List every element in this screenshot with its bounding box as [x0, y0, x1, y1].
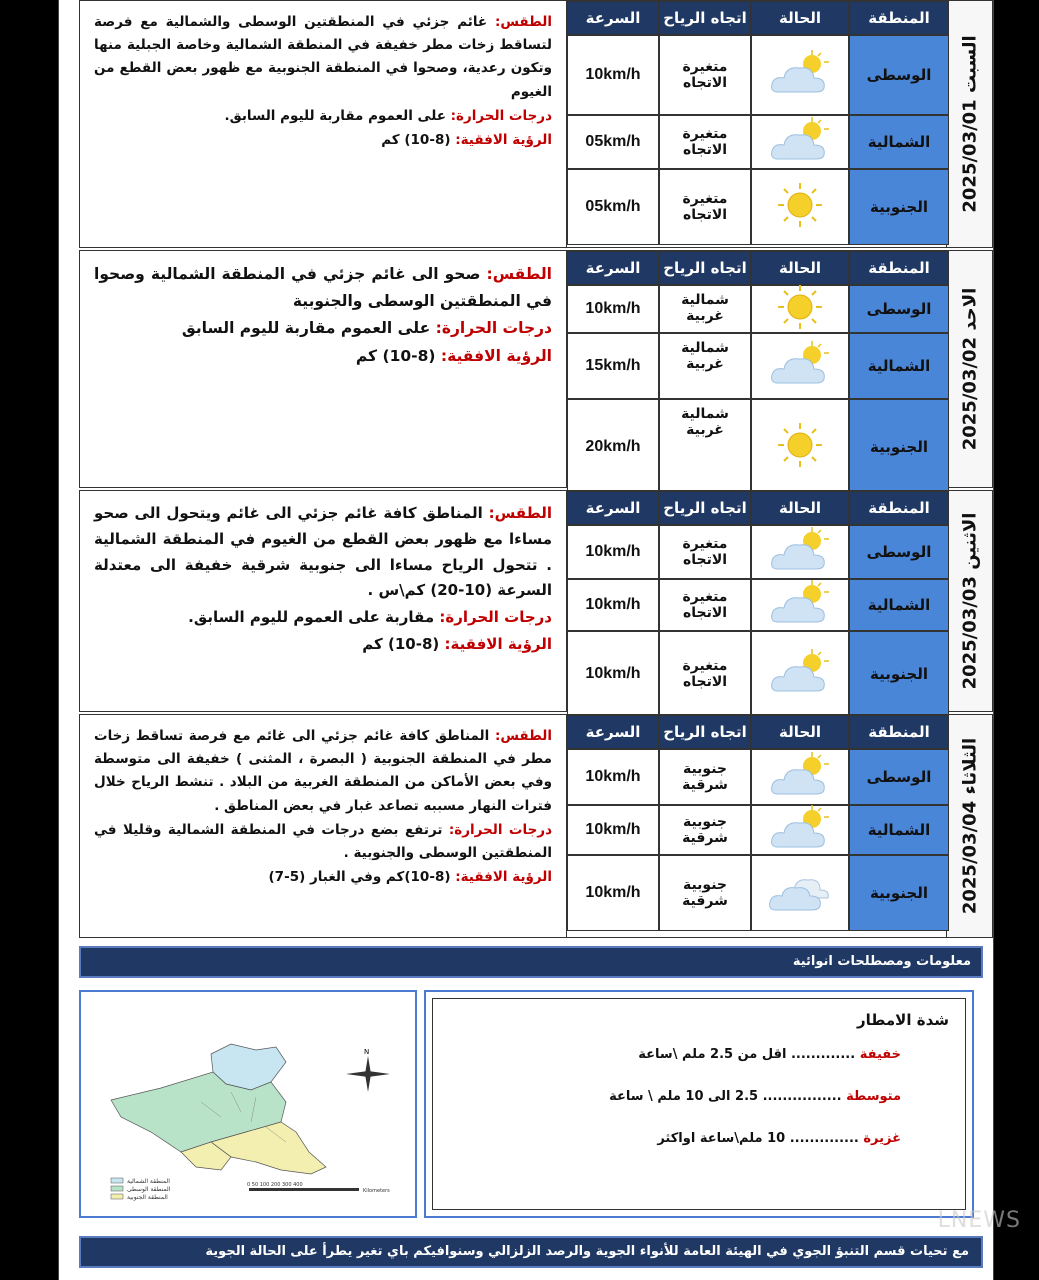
speed-cell: 10km/h — [567, 805, 659, 855]
sunny-icon — [772, 283, 828, 335]
state-cell — [751, 115, 849, 169]
wind-direction-cell: متغيرة الاتجاه — [659, 579, 751, 631]
visibility-text-value: (8-10) كم — [355, 346, 436, 365]
temperature-text — [94, 605, 552, 631]
state-cell — [751, 855, 849, 931]
date-column — [946, 715, 992, 937]
speed-cell: 15km/h — [567, 333, 659, 399]
day-block — [79, 0, 993, 248]
region-cell: الوسطى — [849, 749, 949, 805]
region-cell: الجنوبية — [849, 631, 949, 717]
weather-text-value: المناطق كافة غائم جزئي الى غائم مع فرصة تساقط زخات مطر في المنطقة الجنوبية ( البصرة ، المثنى ) خفيفة الى متوسطة وفي بعض الأماكن من المنطقة الغربية من البلاد . تنشط الرياح خلال فترات النهار مسببه تصاعد غبار في بعض المناطق . — [94, 728, 552, 814]
forecast-table — [567, 491, 948, 711]
day-date: السبت 2025/03/01 — [959, 35, 980, 213]
header-wind-direction: اتجاه الرياح — [659, 715, 751, 749]
header-state: الحالة — [751, 251, 849, 285]
temperature-text-label: درجات الحرارة: — [448, 821, 552, 838]
speed-cell: 10km/h — [567, 631, 659, 717]
state-cell — [751, 285, 849, 333]
visibility-text-value: (8-10) كم — [381, 132, 451, 149]
day-block — [79, 714, 993, 938]
wind-direction-cell: شمالية غربية — [659, 333, 751, 399]
legend-south: المنطقة الجنوبية — [127, 1194, 168, 1201]
forecast-description — [80, 715, 567, 937]
header-wind-direction: اتجاه الرياح — [659, 1, 751, 35]
weather-text-label: الطقس: — [494, 14, 552, 30]
speed-cell: 10km/h — [567, 749, 659, 805]
speed-cell: 05km/h — [567, 115, 659, 169]
temperature-text — [94, 315, 552, 342]
day-block — [79, 250, 993, 488]
partly-cloudy-icon — [768, 525, 832, 579]
map-graphic — [81, 992, 415, 1216]
temperature-text — [94, 819, 552, 865]
header-wind-direction: اتجاه الرياح — [659, 251, 751, 285]
info-bar: معلومات ومصطلحات انوائية — [79, 946, 983, 978]
forecast-description — [80, 251, 567, 487]
weather-text-value: صحو الى غائم جزئي في المنطقة الشمالية وصحوا في المنطقتين الوسطى والجنوبية — [94, 265, 552, 310]
state-cell — [751, 805, 849, 855]
region-cell: الوسطى — [849, 285, 949, 333]
visibility-text — [94, 129, 552, 152]
temperature-text-value: على العموم مقاربة لليوم السابق — [181, 319, 431, 338]
wind-direction-cell: جنوبية شرقية — [659, 855, 751, 931]
visibility-text — [94, 866, 552, 889]
region-cell: الوسطى — [849, 525, 949, 579]
region-cell: الجنوبية — [849, 855, 949, 931]
speed-cell: 10km/h — [567, 35, 659, 115]
iraq-zones-map — [79, 990, 417, 1218]
speed-cell: 10km/h — [567, 855, 659, 931]
date-column — [946, 491, 992, 711]
wind-direction-cell: جنوبية شرقية — [659, 805, 751, 855]
wind-direction-cell: متغيرة الاتجاه — [659, 169, 751, 245]
rain-row-light: خفيفة ............. اقل من 2.5 ملم \ساعة — [638, 1047, 901, 1062]
legend-north: المنطقة الشمالية — [127, 1178, 170, 1185]
region-cell: الشمالية — [849, 333, 949, 399]
region-cell: الشمالية — [849, 579, 949, 631]
visibility-text-label: الرؤية الافقية: — [455, 869, 552, 886]
partly-cloudy-icon — [768, 647, 832, 701]
forecast-description — [80, 491, 567, 711]
header-region: المنطقة — [849, 1, 949, 35]
visibility-text-value: (8-10)كم وفي الغبار (5-7) — [268, 869, 451, 886]
header-region: المنطقة — [849, 251, 949, 285]
footer-bar: مع تحيات قسم التنبؤ الجوي في الهيئة العامة للأنواء الجوية والرصد الزلزالي وسنوافيكم باي تغير يطرأ على الحالة الجوية — [79, 1236, 983, 1268]
rain-row-medium: متوسطة ................ 2.5 الى 10 ملم \ ساعة — [609, 1089, 901, 1104]
header-region: المنطقة — [849, 715, 949, 749]
partly-cloudy-icon — [768, 48, 832, 102]
wind-direction-cell: متغيرة الاتجاه — [659, 35, 751, 115]
header-speed: السرعة — [567, 251, 659, 285]
state-cell — [751, 525, 849, 579]
visibility-text — [94, 343, 552, 370]
temperature-text-label: درجات الحرارة: — [435, 319, 552, 338]
watermark: LNEWS — [937, 1208, 1021, 1233]
header-state: الحالة — [751, 1, 849, 35]
wind-direction-cell: متغيرة الاتجاه — [659, 115, 751, 169]
day-block — [79, 490, 993, 712]
weather-text-value: غائم جزئي في المنطقتين الوسطى والشمالية مع فرصة لتساقط زخات مطر خفيفة في المنطقة الشمالية وخاصة الجبلية منها وتكون رعدية، وصحوا في المنطقة الجنوبية مع ظهور بعض القطع من الغيوم — [94, 14, 552, 100]
header-state: الحالة — [751, 715, 849, 749]
partly-cloudy-icon — [768, 750, 832, 804]
date-column — [946, 251, 992, 487]
forecast-table — [567, 251, 948, 487]
region-cell: الجنوبية — [849, 169, 949, 245]
weather-text — [94, 501, 552, 604]
region-cell: الشمالية — [849, 115, 949, 169]
state-cell — [751, 333, 849, 399]
partly-cloudy-icon — [768, 339, 832, 393]
visibility-text-label: الرؤية الافقية: — [440, 346, 552, 365]
header-wind-direction: اتجاه الرياح — [659, 491, 751, 525]
speed-cell: 20km/h — [567, 399, 659, 495]
region-cell: الجنوبية — [849, 399, 949, 495]
weather-text-label: الطقس: — [486, 265, 552, 283]
date-column — [946, 1, 992, 247]
weather-text-label: الطقس: — [488, 504, 552, 522]
partly-cloudy-icon — [768, 578, 832, 632]
state-cell — [751, 631, 849, 717]
header-speed: السرعة — [567, 491, 659, 525]
weather-text — [94, 11, 552, 104]
state-cell — [751, 35, 849, 115]
partly-cloudy-icon — [768, 803, 832, 857]
sunny-icon — [772, 181, 828, 233]
rain-intensity-box — [424, 990, 974, 1218]
header-state: الحالة — [751, 491, 849, 525]
cloudy-icon — [768, 866, 832, 920]
forecast-table — [567, 715, 948, 937]
bulletin-page — [58, 0, 994, 1280]
temperature-text-value: ترتفع بضع درجات في المنطقة الشمالية وقليلا في المنطقتين الوسطى والجنوبية . — [94, 821, 552, 862]
wind-direction-cell: شمالية غربية — [659, 285, 751, 333]
forecast-description — [80, 1, 567, 247]
compass-icon — [346, 1048, 390, 1092]
state-cell — [751, 169, 849, 245]
weather-text — [94, 261, 552, 314]
wind-direction-cell: جنوبية شرقية — [659, 749, 751, 805]
state-cell — [751, 579, 849, 631]
region-cell: الشمالية — [849, 805, 949, 855]
wind-direction-cell: متغيرة الاتجاه — [659, 525, 751, 579]
speed-cell: 10km/h — [567, 579, 659, 631]
day-date: الثلاثاء 2025/03/04 — [959, 737, 980, 915]
rain-title: شدة الامطار — [857, 1011, 949, 1029]
speed-cell: 10km/h — [567, 525, 659, 579]
visibility-text — [94, 632, 552, 658]
region-cell: الوسطى — [849, 35, 949, 115]
forecast-table — [567, 1, 948, 247]
temperature-text-label: درجات الحرارة: — [450, 107, 552, 124]
weather-text-value: المناطق كافة غائم جزئي الى غائم ويتحول الى صحو مساءا مع ظهور بعض القطع من الغيوم في المنطقة الشمالية . تتحول الرياح مساءا الى جنوبية شرقية خفيفة الى معتدلة السرعة (10-20) كم\س . — [94, 504, 552, 600]
map-scale: 0 50 100 200 300 400 — [247, 1182, 303, 1188]
state-cell — [751, 749, 849, 805]
day-date: الاثنين 2025/03/03 — [959, 512, 980, 690]
temperature-text-value: على العموم مقاربة لليوم السابق. — [224, 107, 446, 124]
weather-text-label: الطقس: — [494, 728, 552, 744]
temperature-text-value: مقاربة على العموم لليوم السابق. — [188, 608, 435, 627]
day-date: الاحد 2025/03/02 — [959, 287, 980, 451]
speed-cell: 05km/h — [567, 169, 659, 245]
visibility-text-label: الرؤية الافقية: — [444, 634, 552, 653]
visibility-text-label: الرؤية الافقية: — [455, 132, 552, 149]
temperature-text — [94, 105, 552, 128]
wind-direction-cell: شمالية غربية — [659, 399, 751, 495]
rain-row-heavy: غزيرة .............. 10 ملم\ساعة اواكثر — [657, 1131, 901, 1146]
state-cell — [751, 399, 849, 495]
legend-middle: المنطقة الوسطى — [127, 1186, 171, 1193]
temperature-text-label: درجات الحرارة: — [439, 608, 552, 627]
speed-cell: 10km/h — [567, 285, 659, 333]
weather-text — [94, 725, 552, 818]
header-speed: السرعة — [567, 1, 659, 35]
header-region: المنطقة — [849, 491, 949, 525]
svg-text:N: N — [364, 1048, 370, 1056]
header-speed: السرعة — [567, 715, 659, 749]
visibility-text-value: (8-10) كم — [362, 634, 440, 653]
sunny-icon — [772, 421, 828, 473]
partly-cloudy-icon — [768, 115, 832, 169]
wind-direction-cell: متغيرة الاتجاه — [659, 631, 751, 717]
map-scale-unit: Kilometers — [363, 1188, 390, 1194]
